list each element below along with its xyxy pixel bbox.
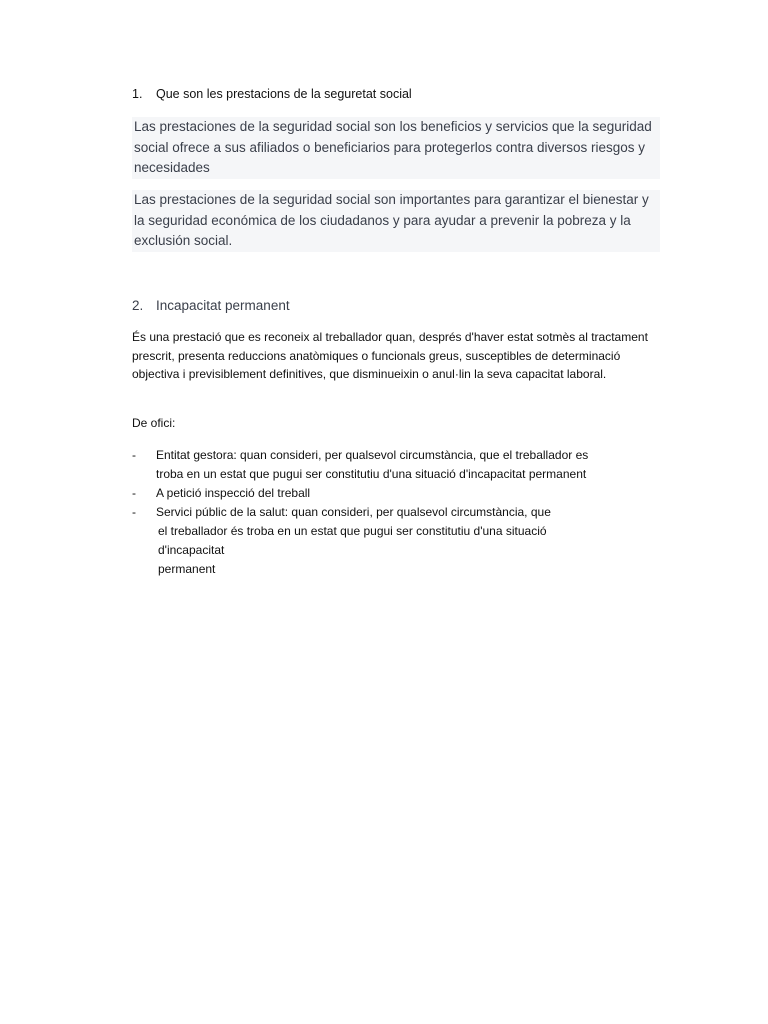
list-item-line: el treballador és troba en un estat que pugui ser constitutiu d'una situació: [158, 524, 547, 538]
section-2-title: Incapacitat permanent: [156, 298, 290, 313]
list-bullet: -: [132, 505, 136, 519]
list-bullet: -: [132, 448, 136, 462]
list-item-line: Entitat gestora: quan consideri, per qualsevol circumstància, que el treballador es: [156, 448, 589, 462]
list-item-line: troba en un estat que pugui ser constitutiu d'una situació d'incapacitat permanent: [156, 467, 587, 481]
section-1-paragraph-2: Las prestaciones de la seguridad social son importantes para garantizar el bienestar y la seguridad económica de los ciudadanos y para ayudar a prevenir la pobreza y la exclusión social.: [132, 190, 660, 252]
list-item-line: permanent: [158, 562, 216, 576]
de-ofici-list: [132, 446, 652, 579]
de-ofici-label: De ofici:: [132, 416, 176, 430]
section-2-number: 2.: [132, 298, 144, 313]
list-item-line: A petició inspecció del treball: [156, 486, 311, 500]
section-1-heading: [132, 87, 412, 101]
section-2-paragraph: És una prestació que es reconeix al treballador quan, després d'haver estat sotmès al tractament prescrit, presenta reduccions anatòmiques o funcionals greus, susceptibles de determinació objectiva i previsiblement definitives, que disminueixin o anul·lin la seva capacitat laboral.: [132, 330, 648, 381]
list-item-line: d'incapacitat: [158, 543, 225, 557]
section-1-title: Que son les prestacions de la seguretat social: [156, 87, 412, 101]
list-item-line: Servici públic de la salut: quan consideri, per qualsevol circumstància, que: [156, 505, 551, 519]
list-item: [132, 503, 652, 579]
list-item: [132, 446, 652, 484]
list-item: [132, 484, 652, 503]
section-2-heading: [132, 298, 290, 313]
section-1-paragraph-1: Las prestaciones de la seguridad social son los beneficios y servicios que la seguridad social ofrece a sus afiliados o beneficiarios para protegerlos contra diversos riesgos y necesidades: [132, 117, 660, 179]
section-1-number: 1.: [132, 87, 143, 101]
list-bullet: -: [132, 486, 136, 500]
